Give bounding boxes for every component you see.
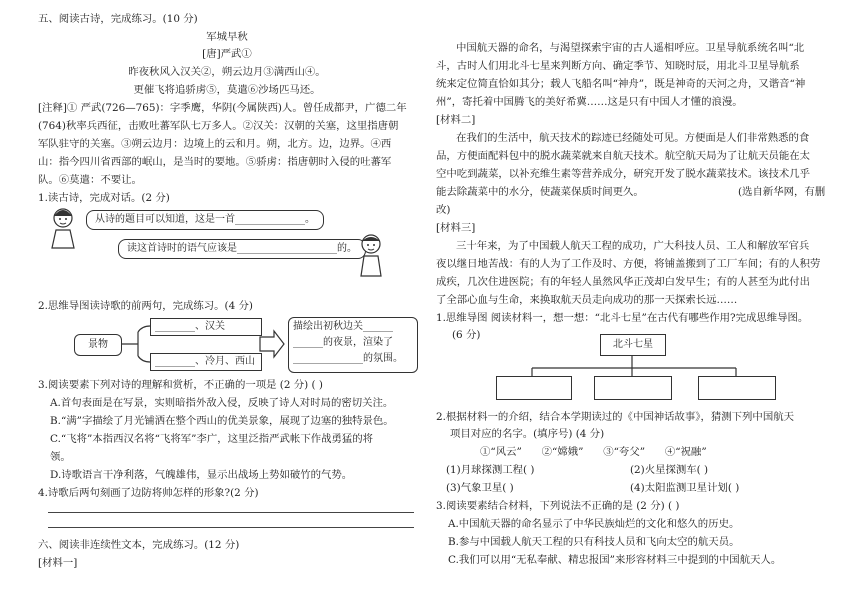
poem-author: [唐]严武① (202, 48, 252, 60)
material-1-line-3: 统来定位简直恰如其分；载人飞船名叫“神舟”，既是神奇的天河之舟，又谐音“神 (436, 78, 806, 90)
tree-leaf-3[interactable] (698, 376, 776, 400)
right-question-2-item-1: (1)月球探测工程( ) (446, 464, 535, 476)
question-2: 2.思维导图读诗歌的前两句，完成练习。(4 分) (38, 300, 253, 312)
right-question-3-option-b: B.参与中国载人航天工程的只有科技人员和飞向太空的航天员。 (448, 536, 740, 548)
material-2-line-5: 改) (436, 204, 451, 216)
question-4: 4.诗歌后两句刻画了边防将帅怎样的形象?(2 分) (38, 487, 259, 499)
material-2-label: [材料二] (436, 114, 476, 126)
material-3-line-4: 了全部心血与生命，来换取航天员走向成功的那一天探索长远…… (436, 294, 738, 306)
question-3-option-b: B.“满”字描绘了月光铺洒在整个西山的优美景象，展现了边塞的独特景色。 (50, 415, 394, 427)
note-line-2: (764)秋率兵西征，击败吐蕃军队七万多人。②汉关：汉朝的关塞，这里指唐朝 (38, 120, 399, 132)
question-3-option-c-cont: 领。 (50, 451, 71, 463)
mindmap-result-box (288, 317, 418, 373)
right-question-1-score: (6 分) (452, 329, 481, 341)
tree-root-big-dipper: 北斗七星 (600, 334, 666, 356)
poem-line-1: 昨夜秋风入汉关②，朔云边月③满西山④。 (128, 66, 326, 78)
question-3-option-a: A.首句表面是在写景，实则暗指外敌入侵，反映了诗人对时局的密切关注。 (50, 397, 394, 409)
mindmap-result-line-3: ______________的氛围。 (293, 353, 403, 364)
right-question-2-cont: 项目对应的名字。(填序号) (4 分) (450, 428, 605, 440)
material-1-label: [材料一] (38, 557, 78, 569)
poem-line-2: 更催飞将追骄虏⑤，莫遣⑥沙场匹马还。 (133, 84, 321, 96)
dialogue-bubble-1: 从诗的题目可以知道，这是一首______________。 (86, 210, 324, 230)
right-question-3: 3.阅读要素结合材料，下列说法不正确的是 (2 分) ( ) (436, 500, 680, 512)
right-question-3-option-a: A.中国航天器的命名显示了中华民族灿烂的文化和悠久的历史。 (448, 518, 740, 530)
question-1: 1.读古诗，完成对话。(2 分) (38, 192, 170, 204)
tree-leaf-1[interactable] (496, 376, 572, 400)
right-question-2: 2.根据材料一的介绍，结合本学期读过的《中国神话故事》，猜测下列中国航天 (436, 411, 794, 423)
material-3-line-1: 三十年来，为了中国载人航天工程的成功，广大科技人员、工人和解放军官兵 (456, 240, 810, 252)
material-3-label: [材料三] (436, 222, 476, 234)
mindmap-result-line-2: ______的夜景，渲染了 (293, 337, 393, 348)
material-3-line-3: 成疾，几次住进医院；有的年轻人虽然风华正茂却白发早生；有的人甚至为此付出 (436, 276, 811, 288)
mindmap-result-line-1: 描绘出初秋边关______ (293, 321, 393, 332)
note-line-5: 队。⑥莫遣：不要让。 (38, 174, 142, 186)
right-question-3-option-c: C.我们可以用“无私奉献、精忠报国”来形容材料三中提到的中国航天人。 (448, 554, 782, 566)
material-2-line-4: 能去除蔬菜中的水分，使蔬菜保质时间更久。 (436, 186, 644, 198)
material-1-line-4: 州”，寄托着中国腾飞的美好希冀……这是只有中国人才懂的浪漫。 (436, 96, 743, 108)
material-2-line-1: 在我们的生活中，航天技术的踪迹已经随处可见。方便面是人们非常熟悉的食 (456, 132, 810, 144)
section5-title: 五、阅读古诗，完成练习。(10 分) (38, 13, 198, 25)
question-3-option-c: C.“飞将”本指西汉名将“飞将军”李广，这里泛指严武帐下作战勇猛的将 (50, 433, 374, 445)
material-2-source: (选自新华网，有删 (738, 186, 826, 198)
answer-line-1[interactable] (48, 512, 414, 513)
note-line-4: 山：指今四川省西部的岷山，是当时的要地。⑤骄虏：指唐朝时入侵的吐蕃军 (38, 156, 392, 168)
dialogue-bubble-2: 读这首诗时的语气应该是____________________的。 (118, 239, 366, 259)
poem-title: 军城早秋 (206, 31, 248, 43)
answer-line-2[interactable] (48, 527, 414, 528)
tree-leaf-2[interactable] (594, 376, 672, 400)
right-question-2-item-3: (3)气象卫星( ) (446, 482, 514, 494)
note-line-3: 军队驻守的关塞。③朔云边月：边境上的云和月。朔，北方。边，边界。④西 (38, 138, 392, 150)
material-2-line-2: 品，方便面配料包中的脱水蔬菜就来自航天技术。航空航天局为了让航天员能在太 (436, 150, 811, 162)
question-3-option-d: D.诗歌语言干净利落，气魄雄伟，显示出战场上势如破竹的气势。 (50, 469, 353, 481)
material-1-line-1: 中国航天器的命名，与渴望探索宇宙的古人遥相呼应。卫星导航系统名叫“北 (456, 42, 805, 54)
right-question-2-options: ①“风云” ②“嫦娥” ③“夸父” ④“祝融” (480, 446, 707, 458)
material-3-line-2: 夜以继日地苦战：有的人为了工作及时、方便，将铺盖搬到了工厂车间；有的人积劳 (436, 258, 821, 270)
mindmap-branch-2: ________、冷月、西山 (150, 353, 262, 371)
material-1-line-2: 斗，古时人们用北斗七星来判断方向、确定季节、知晓时辰，用北斗卫星导航系 (436, 60, 800, 72)
mindmap-branch-1: ________、汉关 (150, 318, 262, 336)
section6-title: 六、阅读非连续性文本，完成练习。(12 分) (38, 539, 240, 551)
material-2-line-3: 空中吃到蔬菜，以补充维生素等营养成分，研究开发了脱水蔬菜技术。该技术几乎 (436, 168, 811, 180)
right-question-2-item-4: (4)太阳监测卫星计划( ) (630, 482, 740, 494)
right-question-1: 1.思维导图 阅读材料一，想一想：“北斗七星”在古代有哪些作用?完成思维导图。 (436, 312, 809, 324)
mindmap-root-scenery: 景物 (74, 334, 122, 356)
right-question-2-item-2: (2)火星探测车( ) (630, 464, 709, 476)
question-3: 3.阅读要素下列对诗的理解和赏析，不正确的一项是 (2 分) ( ) (38, 379, 323, 391)
note-line-1: [注释]① 严武(726—765)：字季鹰，华阴(今属陕西)人。曾任成都尹，广德二年 (38, 102, 407, 114)
